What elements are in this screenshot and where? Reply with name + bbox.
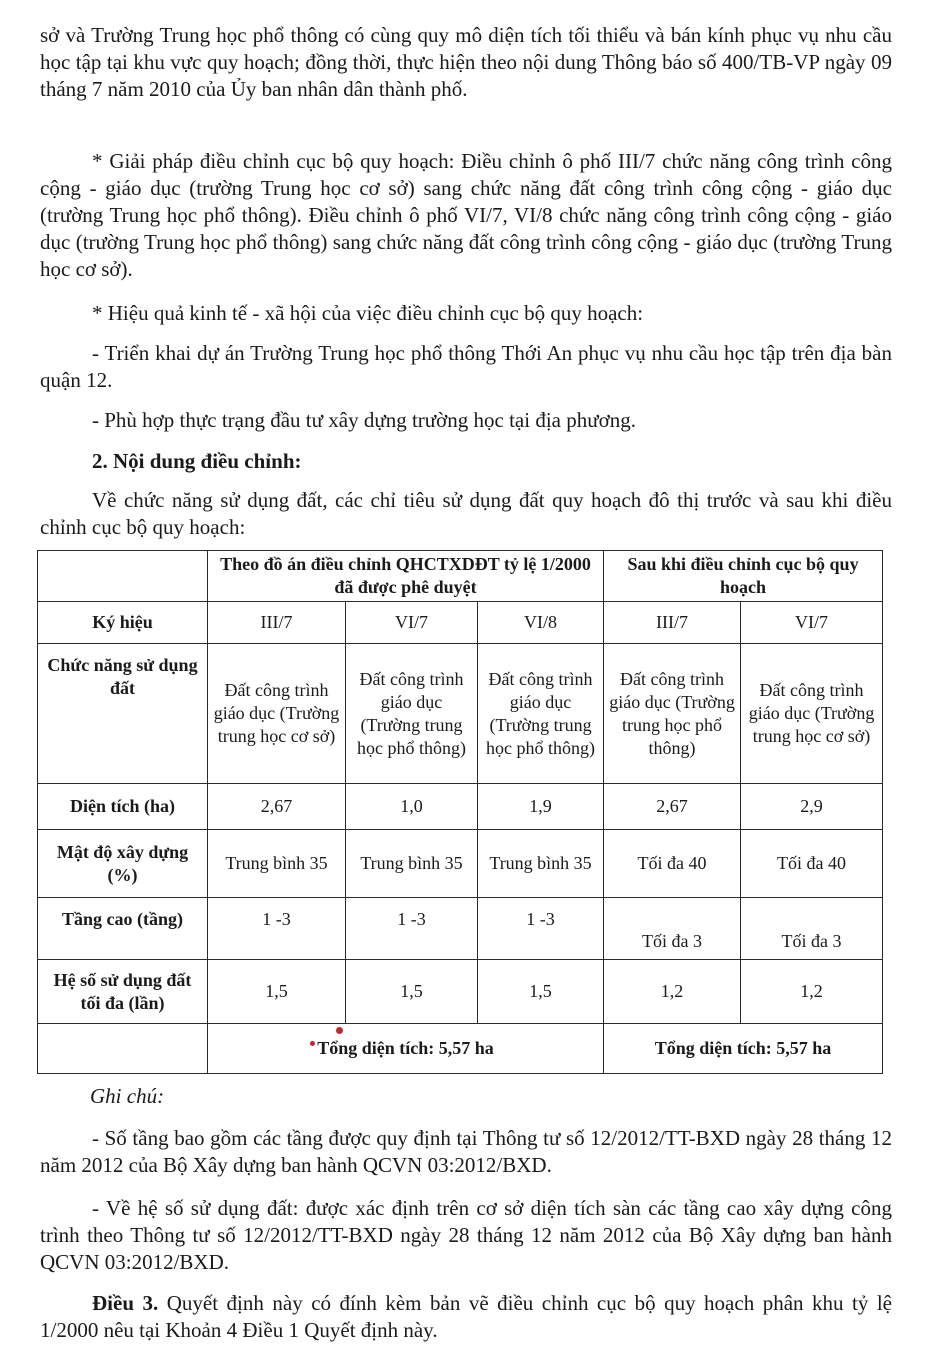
table-row: [38, 784, 883, 830]
table-cell: Tối đa 40: [604, 830, 741, 898]
table-cell: 1 -3: [478, 898, 604, 960]
table-cell: 1 -3: [346, 898, 478, 960]
row-label-symbol: Ký hiệu: [38, 602, 208, 644]
table-cell: III/7: [604, 602, 741, 644]
table-row: [38, 644, 883, 784]
table-cell: Đất công trình giáo dục (Trường trung học phổ thông): [346, 644, 478, 784]
table-cell: 1,5: [346, 960, 478, 1024]
solution-paragraph: * Giải pháp điều chỉnh cục bộ quy hoạch: Điều chỉnh ô phố III/7 chức năng công trình công cộng - giáo dục (trường Trung học cơ sở) sang chức năng đất công trình công cộng - giáo dục (trường Trung học phổ thông). Điều chỉnh ô phố VI/7, VI/8 chức năng công trình công cộng - giáo dục (trường Trung học phổ thông) sang chức năng đất công trình công cộng - giáo dục (trường Trung học cơ sở).: [40, 149, 892, 281]
table-cell: 1,2: [741, 960, 883, 1024]
table-row: [38, 960, 883, 1024]
table-cell: Trung bình 35: [208, 830, 346, 898]
row-label-function: Chức năng sử dụng đất: [38, 644, 208, 784]
intro-paragraph: sở và Trường Trung học phổ thông có cùng quy mô diện tích tối thiểu và bán kính phục vụ nhu cầu học tập tại khu vực quy hoạch; đồng thời, thực hiện theo nội dung Thông báo số 400/TB-VP ngày 09 tháng 7 năm 2010 của Ủy ban nhân dân thành phố.: [40, 23, 892, 101]
note-1: - Số tầng bao gồm các tầng được quy định tại Thông tư số 12/2012/TT-BXD ngày 28 tháng 12 năm 2012 của Bộ Xây dựng ban hành QCVN 03:2012/BXD.: [40, 1126, 892, 1177]
table-cell: 2,67: [208, 784, 346, 830]
article-text: Quyết định này có đính kèm bản vẽ điều chỉnh cục bộ quy hoạch phân khu tỷ lệ 1/2000 nêu tại Khoản 4 Điều 1 Quyết định này.: [40, 1291, 892, 1342]
table-header-row: [38, 551, 883, 602]
efficiency-item-2: - Phù hợp thực trạng đầu tư xây dựng trường học tại địa phương.: [92, 408, 636, 432]
total-after: Tổng diện tích: 5,57 ha: [604, 1024, 883, 1074]
article-3: [40, 1290, 892, 1344]
table-corner-cell: [38, 551, 208, 602]
table-cell: Tối đa 3: [604, 898, 741, 960]
table-cell: Đất công trình giáo dục (Trường trung học phổ thông): [604, 644, 741, 784]
table-cell: 1,2: [604, 960, 741, 1024]
article-label: Điều 3.: [92, 1291, 159, 1315]
row-label-area: Diện tích (ha): [38, 784, 208, 830]
note-heading: Ghi chú:: [90, 1084, 165, 1108]
table-cell: 1,5: [208, 960, 346, 1024]
table-cell: Trung bình 35: [478, 830, 604, 898]
group-after-header: Sau khi điều chỉnh cục bộ quy hoạch: [604, 551, 883, 602]
table-cell: 1,0: [346, 784, 478, 830]
table-cell: VI/7: [346, 602, 478, 644]
table-cell: VI/7: [741, 602, 883, 644]
table-row: [38, 602, 883, 644]
table-total-row: [38, 1024, 883, 1074]
table-cell: Trung bình 35: [346, 830, 478, 898]
stamp-mark: [310, 1041, 315, 1046]
section-heading: 2. Nội dung điều chỉnh:: [92, 449, 302, 473]
table-cell: VI/8: [478, 602, 604, 644]
note-2: - Về hệ số sử dụng đất: được xác định trên cơ sở diện tích sàn các tầng cao xây dựng công trình theo Thông tư số 12/2012/TT-BXD ngày 28 tháng 12 năm 2012 của Bộ Xây dựng ban hành QCVN 03:2012/BXD.: [40, 1196, 892, 1274]
stamp-mark: [336, 1027, 343, 1034]
table-cell: 2,67: [604, 784, 741, 830]
row-label-density: Mật độ xây dựng (%): [38, 830, 208, 898]
efficiency-item-1: - Triển khai dự án Trường Trung học phổ thông Thới An phục vụ nhu cầu học tập trên địa bàn quận 12.: [40, 341, 892, 392]
table-cell: Tối đa 40: [741, 830, 883, 898]
table-cell: 1,9: [478, 784, 604, 830]
section-intro: Về chức năng sử dụng đất, các chỉ tiêu sử dụng đất quy hoạch đô thị trước và sau khi điều chỉnh cục bộ quy hoạch:: [40, 488, 892, 539]
table-cell: 1 -3: [208, 898, 346, 960]
table-cell: 2,9: [741, 784, 883, 830]
efficiency-heading: * Hiệu quả kinh tế - xã hội của việc điều chỉnh cục bộ quy hoạch:: [92, 301, 644, 325]
table-cell: III/7: [208, 602, 346, 644]
table-cell: Tối đa 3: [741, 898, 883, 960]
table-row: [38, 898, 883, 960]
land-use-table: [37, 550, 883, 1074]
table-cell: Đất công trình giáo dục (Trường trung học phổ thông): [478, 644, 604, 784]
row-label-land-use-ratio: Hệ số sử dụng đất tối đa (lần): [38, 960, 208, 1024]
group-before-header: Theo đồ án điều chỉnh QHCTXDĐT tỷ lệ 1/2000 đã được phê duyệt: [208, 551, 604, 602]
table-cell: Đất công trình giáo dục (Trường trung học cơ sở): [741, 644, 883, 784]
table-row: [38, 830, 883, 898]
row-label-floors: Tầng cao (tầng): [38, 898, 208, 960]
table-total-empty-cell: [38, 1024, 208, 1074]
table-cell: Đất công trình giáo dục (Trường trung học cơ sở): [208, 644, 346, 784]
table-cell: 1,5: [478, 960, 604, 1024]
total-before: Tổng diện tích: 5,57 ha: [208, 1024, 604, 1074]
